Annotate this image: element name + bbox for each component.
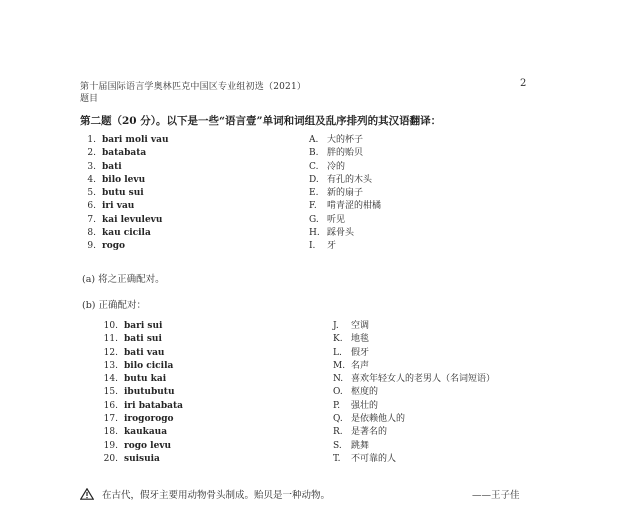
list-item: C. 冷的 — [309, 161, 346, 172]
list-item: F. 啃青涩的柑橘 — [309, 201, 382, 212]
list-item: 9. rogo — [87, 241, 126, 252]
list-item: 2. batabata — [87, 148, 147, 159]
warning-triangle-icon — [80, 488, 94, 500]
list-item: 7. kai levulevu — [87, 214, 163, 225]
list-item: L. 假牙 — [333, 347, 370, 358]
footer-author: ——王子佳 — [472, 490, 520, 501]
list-item: S. 跳舞 — [333, 440, 370, 451]
list-item: 13. bilo cicila — [103, 360, 174, 371]
list-item: 19. rogo levu — [103, 440, 172, 451]
list-item: 12. bati vau — [103, 347, 165, 358]
list-item: J. 空调 — [333, 321, 370, 331]
list-item: N. 喜欢年轻女人的老男人（名词短语） — [333, 374, 496, 385]
list-item: B. 胖的贻贝 — [309, 148, 364, 159]
list-item: 1. bari moli vau — [87, 135, 169, 145]
list-item: P. 强壮的 — [333, 400, 379, 411]
exam-header-title: 第十届国际语言学奥林匹克中国区专业组初选（2021） — [80, 82, 307, 92]
translation-list-1 — [309, 134, 381, 254]
list-item: D. 有孔的木头 — [309, 174, 373, 185]
list-item: 10. bari sui — [103, 321, 163, 331]
page-number: 2 — [520, 78, 527, 89]
list-item: 18. kaukaua — [103, 427, 168, 438]
list-item: I. 牙 — [309, 241, 337, 252]
list-item: 3. bati — [87, 161, 122, 172]
list-item: T. 不可靠的人 — [333, 453, 397, 464]
list-item: E. 新的扇子 — [309, 188, 364, 199]
list-item: 15. ibutubutu — [103, 387, 175, 398]
list-item: Q. 是依赖他人的 — [333, 414, 406, 425]
list-item: K. 地毯 — [333, 334, 370, 345]
list-item: H. 踩骨头 — [309, 228, 355, 239]
subquestion-a: (a) 将之正确配对。 — [82, 274, 165, 285]
list-item: 17. irogorogo — [103, 414, 174, 425]
list-item: 5. butu sui — [87, 188, 144, 199]
footer-note-text: 在古代，假牙主要用动物骨头制成。贻贝是一种动物。 — [102, 490, 331, 501]
footer-note — [80, 487, 330, 501]
word-list-1 — [82, 134, 169, 254]
list-item: R. 是著名的 — [333, 427, 388, 438]
list-item: 16. iri batabata — [103, 400, 183, 411]
list-item: 8. kau cicila — [87, 228, 151, 239]
translation-list-2 — [333, 320, 495, 466]
subquestion-b: (b) 正确配对： — [82, 300, 147, 311]
list-item: 6. iri vau — [87, 201, 135, 212]
exam-header-subtitle: 题目 — [80, 94, 99, 104]
list-item: 20. suisuia — [103, 453, 160, 464]
list-item: A. 大的杯子 — [309, 135, 364, 145]
list-item: 4. bilo levu — [87, 174, 146, 185]
question-title: 第二题（20 分）。以下是一些“语言壹”单词和词组及乱序排列的其汉语翻译： — [80, 115, 442, 127]
list-item: 14. butu kai — [103, 374, 167, 385]
list-item: O. 枢度的 — [333, 387, 379, 398]
word-list-2 — [98, 320, 183, 466]
list-item: M. 名声 — [333, 360, 370, 371]
list-item: G. 听见 — [309, 214, 346, 225]
list-item: 11. bati sui — [103, 334, 162, 345]
